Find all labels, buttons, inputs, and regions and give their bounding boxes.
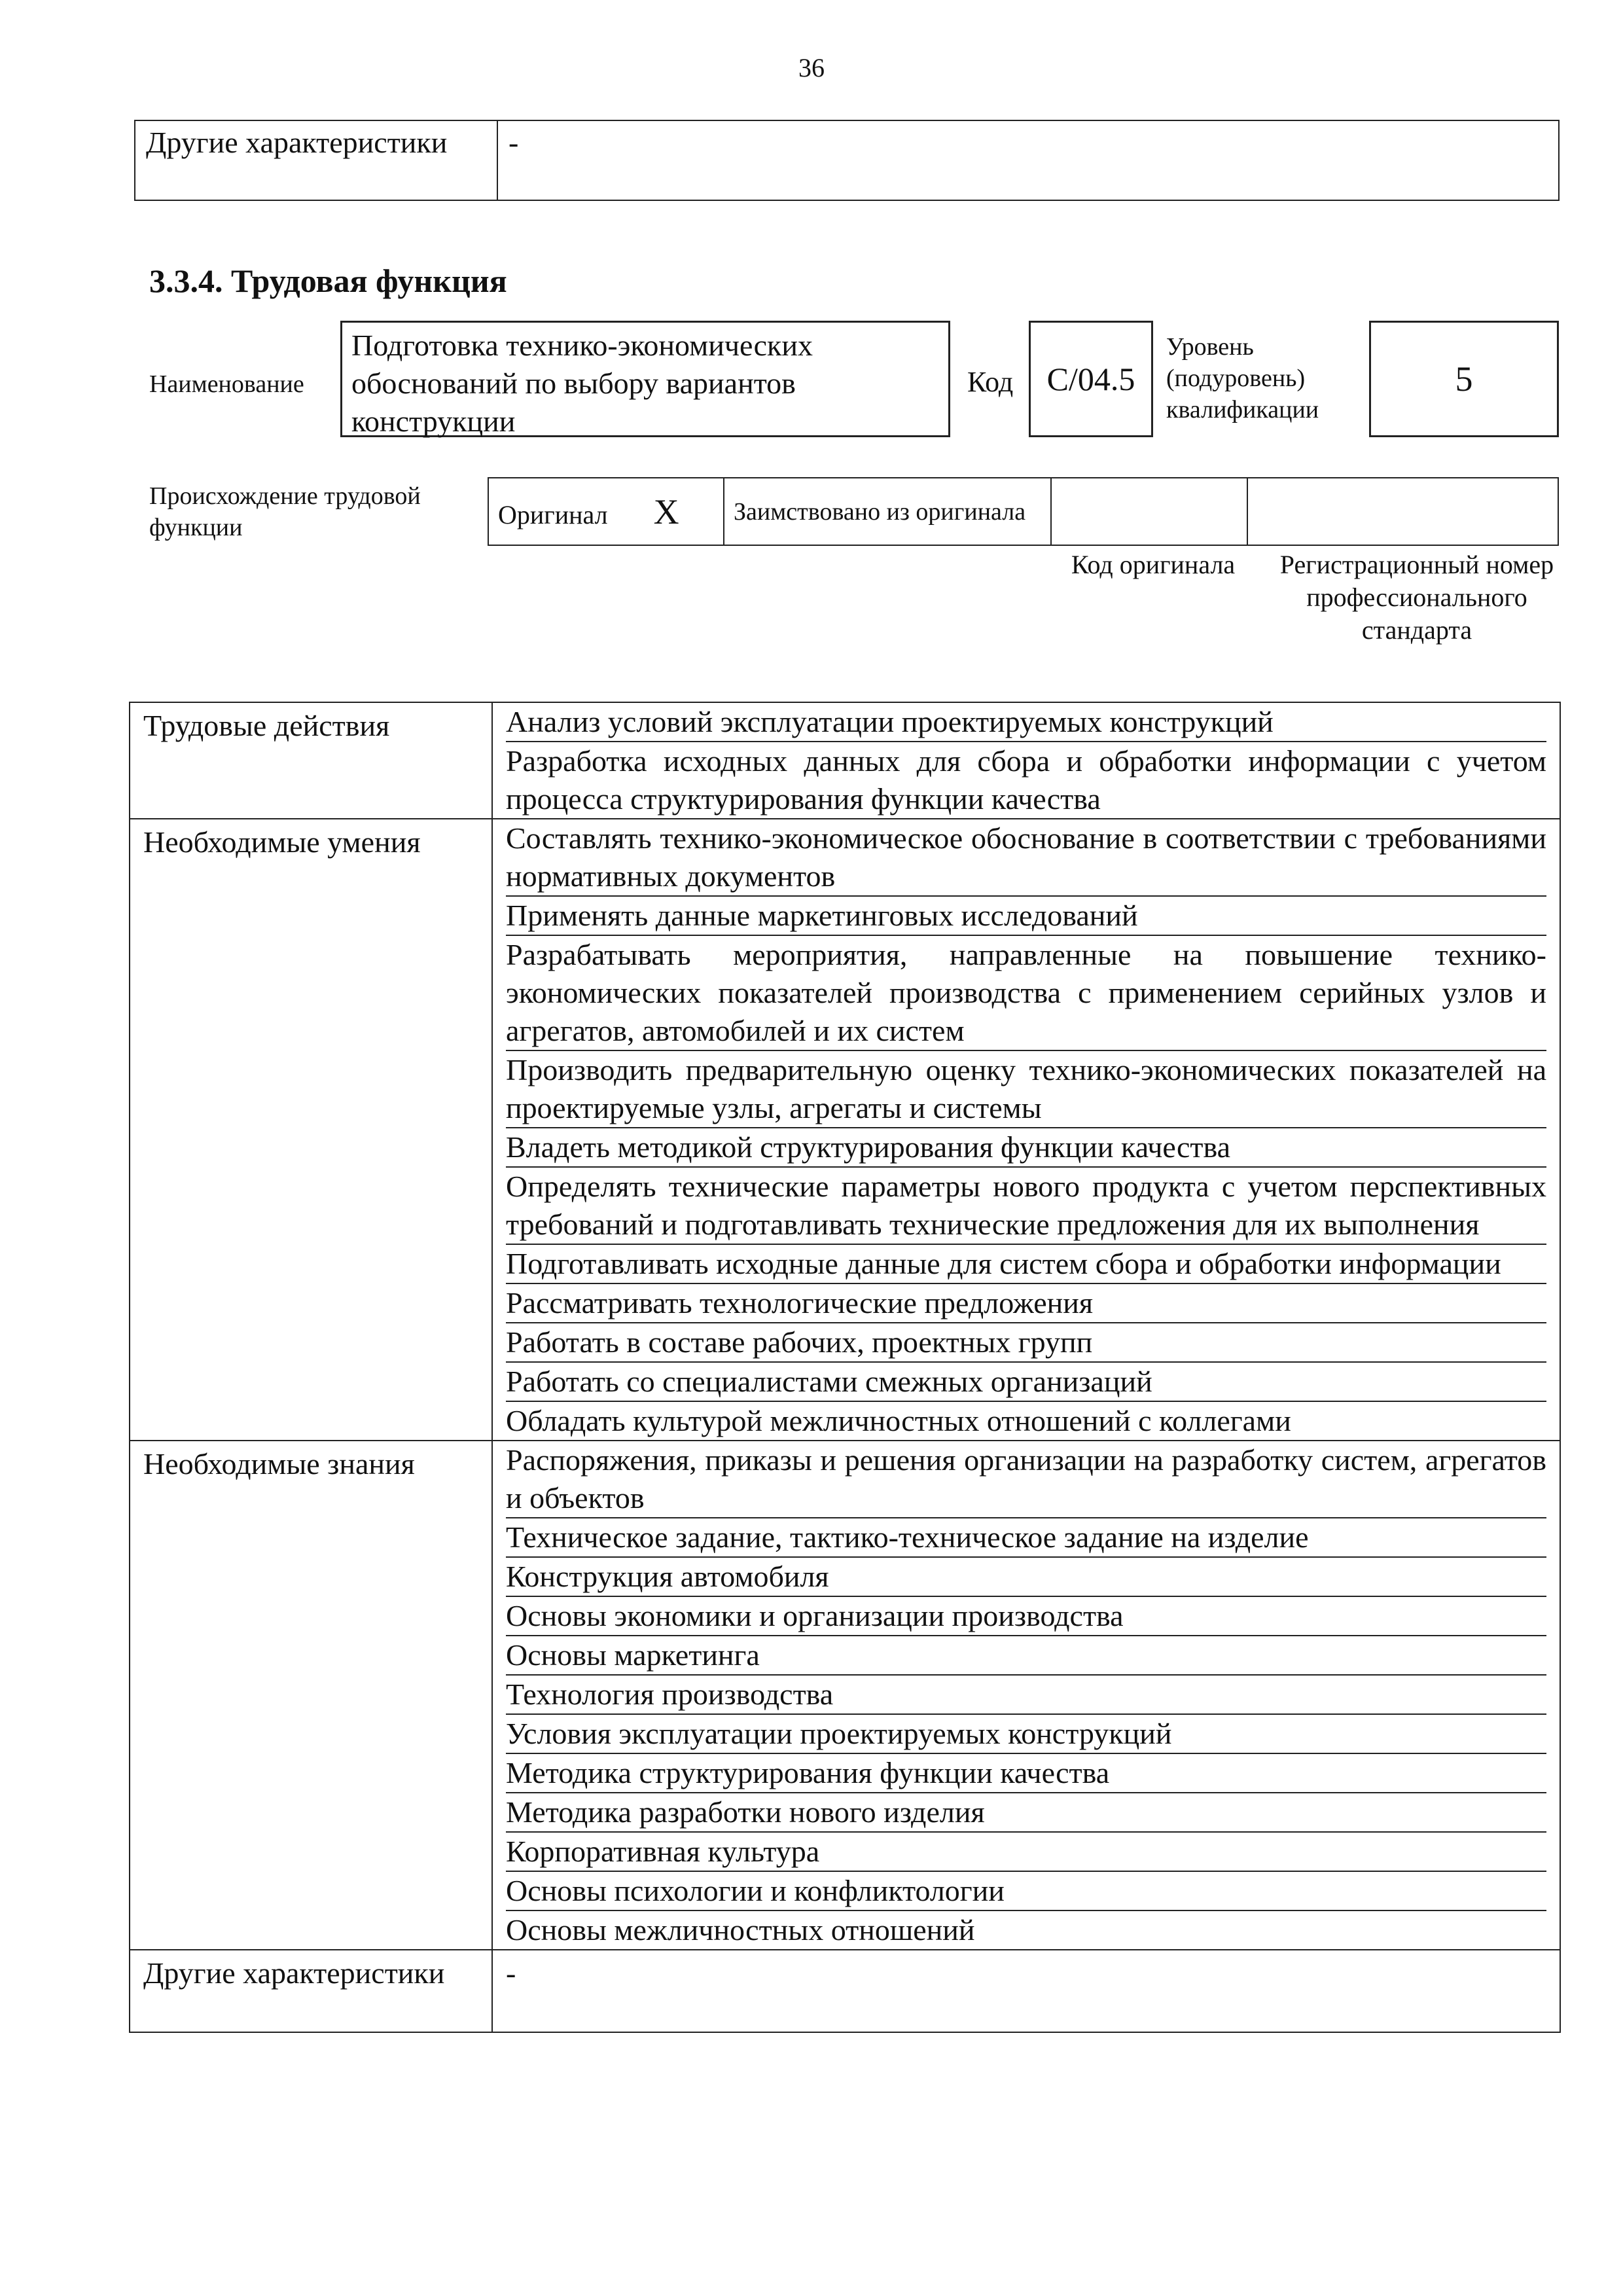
reg-number-cell xyxy=(1247,478,1558,545)
list-item: Анализ условий эксплуатации проектируемых конструкций xyxy=(506,703,1546,742)
knowledge-row xyxy=(130,1441,1560,1950)
list-item: Корпоративная культура xyxy=(506,1833,1546,1872)
section-title: 3.3.4. Трудовая функция xyxy=(149,262,507,299)
list-item: Техническое задание, тактико-техническое задание на изделие xyxy=(506,1518,1546,1558)
list-item: Работать со специалистами смежных организаций xyxy=(506,1363,1546,1402)
other-value: - xyxy=(492,1950,1560,2032)
skills-list xyxy=(492,819,1560,1441)
list-item: Распоряжения, приказы и решения организации на разработку систем, агрегатов и объектов xyxy=(506,1441,1546,1518)
list-item: Основы межличностных отношений xyxy=(506,1913,975,1946)
list-item: Составлять технико-экономическое обоснование в соответствии с требованиями нормативных документов xyxy=(506,819,1546,897)
origin-table xyxy=(488,477,1559,546)
actions-row xyxy=(130,702,1560,819)
borrowed-label: Заимствовано из оригинала xyxy=(724,478,1051,545)
knowledge-list xyxy=(492,1441,1560,1950)
skills-row xyxy=(130,819,1560,1441)
page-number: 36 xyxy=(798,53,825,82)
list-item: Условия эксплуатации проектируемых конструкций xyxy=(506,1715,1546,1754)
list-item: Основы маркетинга xyxy=(506,1636,1546,1676)
original-label: Оригинал xyxy=(498,499,608,529)
origin-label: Происхождение трудовой функции xyxy=(149,482,421,541)
skills-label: Необходимые умения xyxy=(130,819,492,1441)
list-item: Определять технические параметры нового продукта с учетом перспективных требований и подготавливать технические предложения для их выполнения xyxy=(506,1168,1546,1245)
list-item: Рассматривать технологические предложения xyxy=(506,1284,1546,1323)
list-item: Методика разработки нового изделия xyxy=(506,1793,1546,1833)
other-row xyxy=(130,1950,1560,2032)
original-code-cell xyxy=(1051,478,1247,545)
list-item: Разработка исходных данных для сбора и обработки информации с учетом процесса структурирования функции качества xyxy=(506,744,1546,816)
list-item: Технология производства xyxy=(506,1676,1546,1715)
list-item: Основы экономики и организации производства xyxy=(506,1597,1546,1636)
list-item: Конструкция автомобиля xyxy=(506,1558,1546,1597)
code-label: Код xyxy=(967,366,1014,398)
original-mark: X xyxy=(653,492,679,531)
function-name-box: Подготовка технико-экономических обоснований по выбору вариантов конструкции xyxy=(340,321,950,437)
actions-label: Трудовые действия xyxy=(130,702,492,819)
function-details-table xyxy=(129,702,1561,2033)
other-characteristics-value: - xyxy=(497,120,1559,200)
list-item: Работать в составе рабочих, проектных групп xyxy=(506,1323,1546,1363)
name-label: Наименование xyxy=(149,370,304,398)
original-code-caption: Код оригинала xyxy=(1071,550,1236,579)
original-cell xyxy=(488,478,724,545)
list-item: Разрабатывать мероприятия, направленные на повышение технико-экономических показателей производства с применением серийных узлов и агрегатов, автомобилей и их систем xyxy=(506,936,1546,1051)
list-item: Производить предварительную оценку технико-экономических показателей на проектируемые узлы, агрегаты и системы xyxy=(506,1051,1546,1128)
function-code-box: C/04.5 xyxy=(1029,321,1153,437)
other-characteristics-table xyxy=(134,120,1560,201)
list-item: Методика структурирования функции качества xyxy=(506,1754,1546,1793)
level-box: 5 xyxy=(1369,321,1559,437)
list-item: Подготавливать исходные данные для систем сбора и обработки информации xyxy=(506,1245,1546,1284)
list-item: Обладать культурой межличностных отношений с коллегами xyxy=(506,1404,1291,1437)
list-item: Применять данные маркетинговых исследований xyxy=(506,897,1546,936)
level-label: Уровень (подуровень) квалификации xyxy=(1166,333,1319,423)
reg-number-caption: Регистрационный номер профессионального стандарта xyxy=(1279,550,1554,645)
other-label: Другие характеристики xyxy=(130,1950,492,2032)
other-characteristics-label: Другие характеристики xyxy=(135,120,497,200)
knowledge-label: Необходимые знания xyxy=(130,1441,492,1950)
list-item: Основы психологии и конфликтологии xyxy=(506,1872,1546,1911)
list-item: Владеть методикой структурирования функции качества xyxy=(506,1128,1546,1168)
actions-list xyxy=(492,702,1560,819)
